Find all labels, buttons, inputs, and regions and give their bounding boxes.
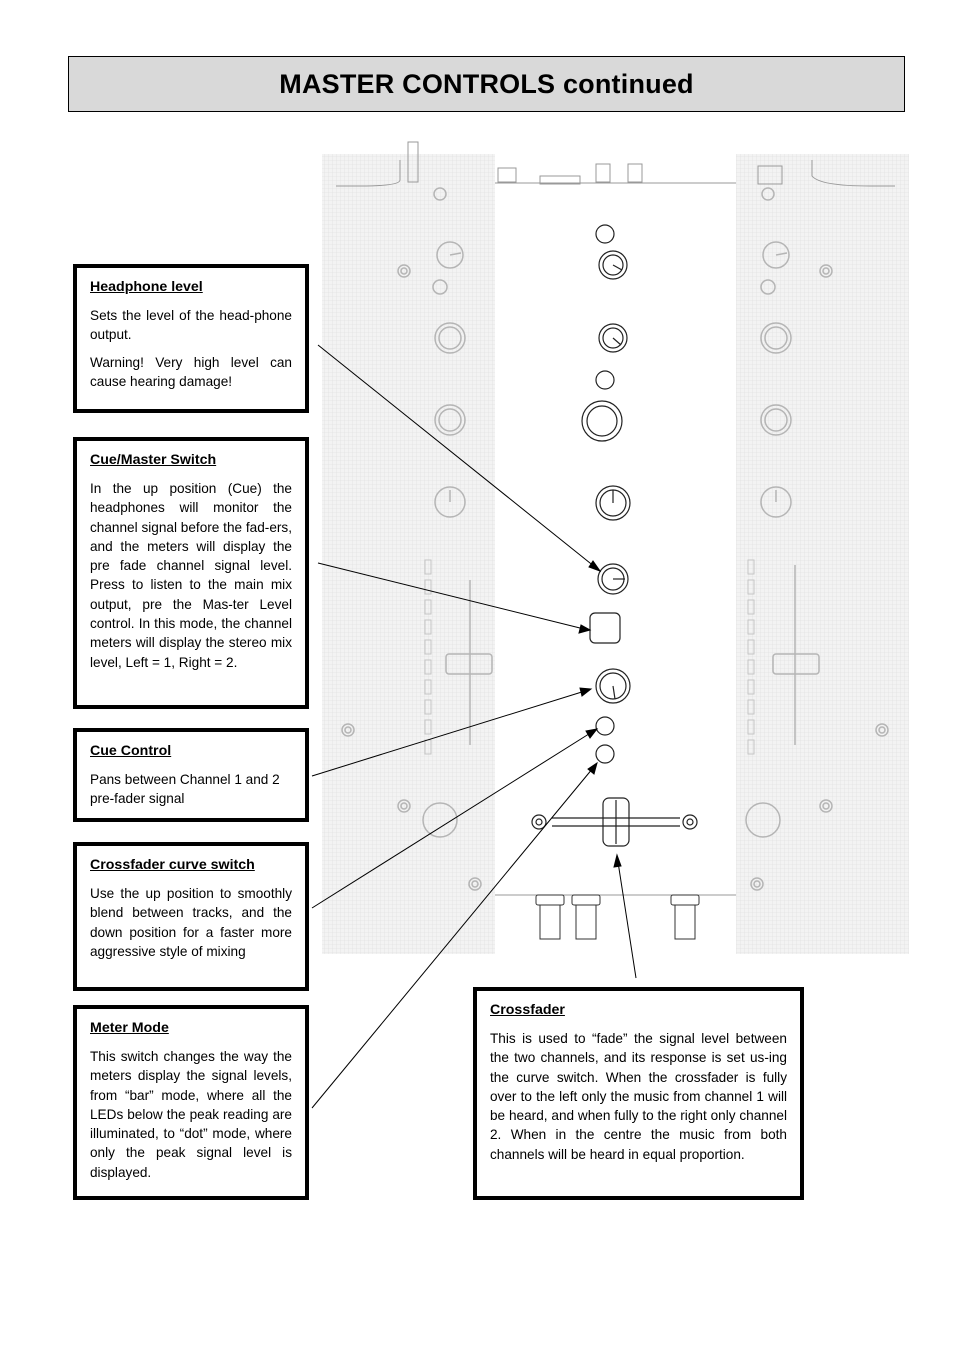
callout-heading: Cue Control xyxy=(90,743,172,759)
meter-mode-switch xyxy=(596,745,614,763)
callout-text: Pans between Channel 1 and 2 pre-fader signal xyxy=(90,772,280,807)
cue-control-callout xyxy=(73,728,309,822)
callout-text: Use the up position to smoothly blend between tracks, and the down position for a faster more aggressive style of mixing xyxy=(90,886,292,959)
callout-heading: Meter Mode xyxy=(90,1020,169,1036)
callout-text: This switch changes the way the meters display the signal levels, from “bar” mode, where all the LEDs below the peak reading are illuminated, to “dot” mode, where only the peak signal level is displayed. xyxy=(90,1049,292,1180)
channel-2-strip xyxy=(736,154,909,954)
page-title: MASTER CONTROLS continued xyxy=(279,68,694,99)
headphone-level-callout xyxy=(73,264,309,413)
callout-heading: Crossfader curve switch xyxy=(90,857,255,873)
callout-heading: Headphone level xyxy=(90,279,203,295)
callout-text: Sets the level of the head-phone output. xyxy=(90,308,292,343)
callout-heading: Cue/Master Switch xyxy=(90,452,217,468)
callout-text: In the up position (Cue) the headphones will monitor the channel signal before the fad-ers, and the meters will display the pre fade channel signal level. Press to listen to the main mix output, pre the Mas-ter Level control. In this mode, the channel meters will display the stereo mix level, Left = 1, Right = 2. xyxy=(90,481,292,670)
master-controls xyxy=(532,225,697,846)
callout-text: Warning! Very high level can cause hearing damage! xyxy=(90,354,292,389)
cue-master-switch-callout xyxy=(73,437,309,709)
crossfader-curve-switch-callout xyxy=(73,842,309,991)
cue-master-switch xyxy=(590,613,620,643)
crossfader-callout xyxy=(473,987,804,1200)
callout-text: This is used to “fade” the signal level between the two channels, and its response is set us-ing the curve switch. When the crossfader is fully over to the left only the music from channel 1 will be heard, and when fully to the right only channel 2. When in the centre the music from both channels will be heard in equal proportion. xyxy=(490,1031,787,1162)
meter-mode-callout xyxy=(73,1005,309,1200)
crossfader-curve-switch xyxy=(596,717,614,735)
callout-heading: Crossfader xyxy=(490,1002,565,1018)
